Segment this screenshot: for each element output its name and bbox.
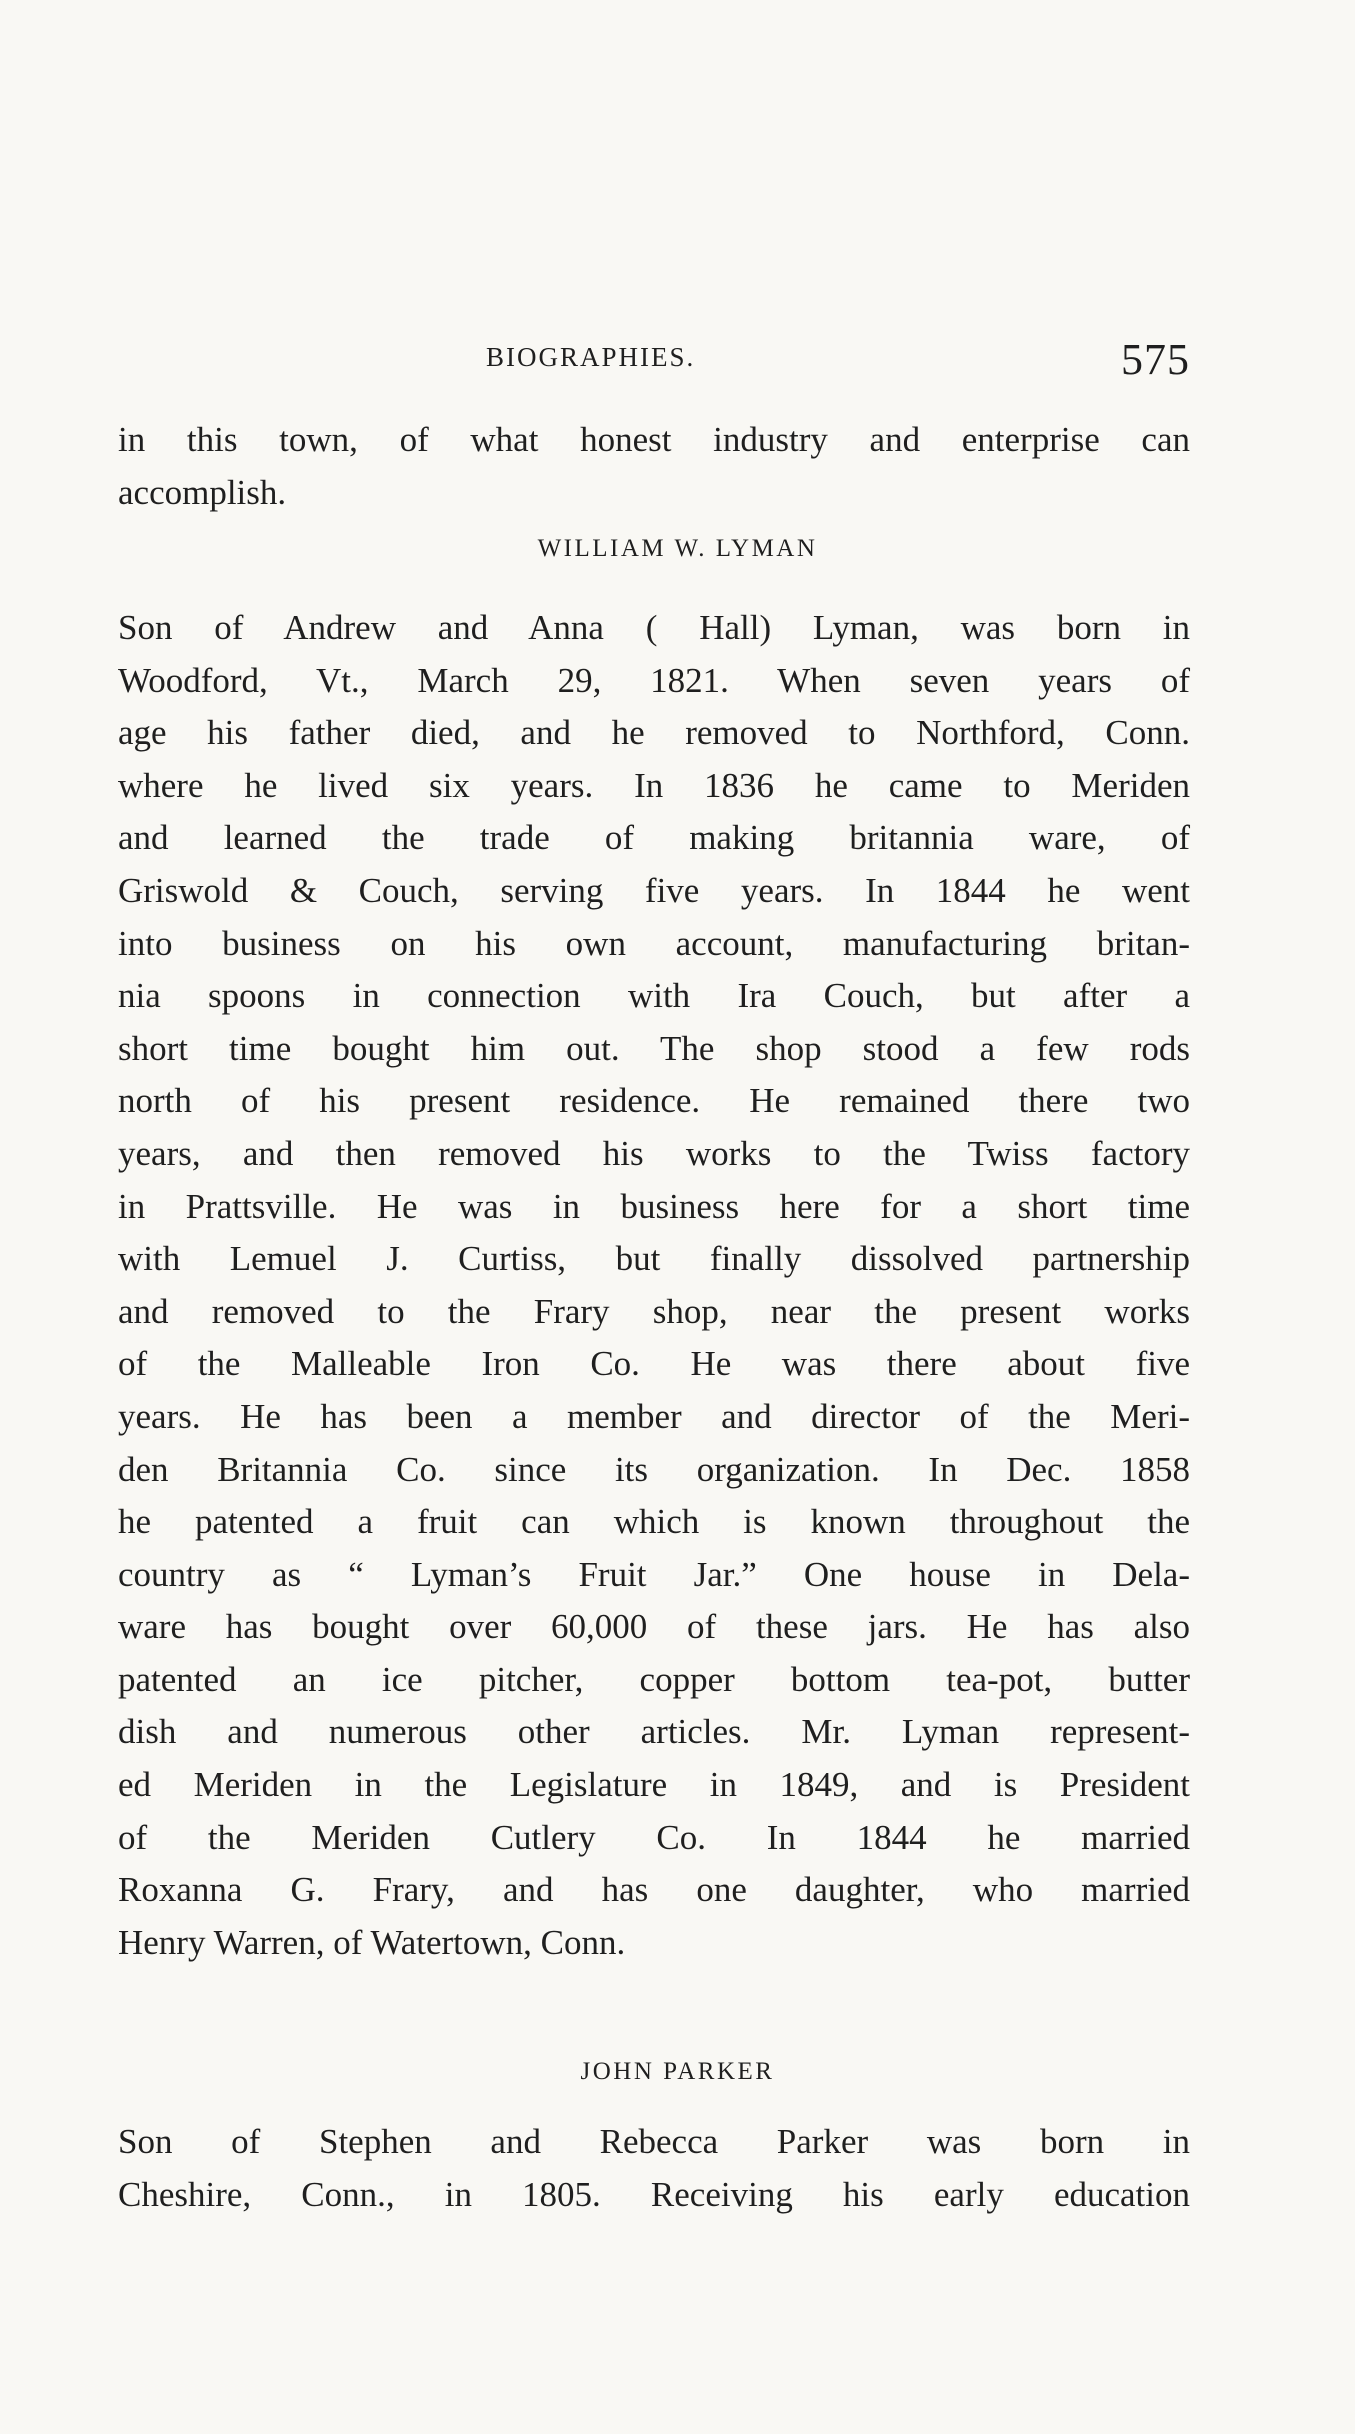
text-line: dish and numerous other articles. Mr. Lyman represent- bbox=[118, 1712, 1190, 1752]
text-line: north of his present residence. He remained there two bbox=[118, 1081, 1190, 1121]
text-line: den Britannia Co. since its organization. In Dec. 1858 bbox=[118, 1449, 1190, 1489]
text-line: ed Meriden in the Legislature in 1849, and is President bbox=[118, 1765, 1190, 1805]
running-title: BIOGRAPHIES. bbox=[486, 342, 696, 372]
text-line: Roxanna G. Frary, and has one daughter, who married bbox=[118, 1870, 1190, 1910]
text-line: short time bought him out. The shop stood a few rods bbox=[118, 1028, 1190, 1068]
text-line: Son of Andrew and Anna ( Hall) Lyman, was born in bbox=[118, 608, 1190, 647]
text-line: years, and then removed his works to the Twiss factory bbox=[118, 1133, 1190, 1173]
text-line: and removed to the Frary shop, near the present works bbox=[118, 1291, 1190, 1331]
text-line: country as “ Lyman’s Fruit Jar.” One house in Dela- bbox=[118, 1554, 1190, 1594]
text-line: ware has bought over 60,000 of these jars. He has also bbox=[118, 1607, 1190, 1647]
text-line: he patented a fruit can which is known throughout the bbox=[118, 1502, 1190, 1542]
text-line: accomplish. bbox=[118, 472, 287, 512]
text-line: years. He has been a member and director of the Meri- bbox=[118, 1396, 1190, 1436]
running-head bbox=[118, 334, 1190, 384]
text-line: with Lemuel J. Curtiss, but finally dissolved partnership bbox=[118, 1239, 1190, 1279]
text-line: patented an ice pitcher, copper bottom tea-pot, butter bbox=[118, 1659, 1190, 1699]
text-line: Henry Warren, of Watertown, Conn. bbox=[118, 1922, 626, 1962]
intro-paragraph bbox=[118, 414, 1190, 519]
text-line: Woodford, Vt., March 29, 1821. When seven years of bbox=[118, 660, 1190, 700]
text-line: of the Meriden Cutlery Co. In 1844 he married bbox=[118, 1817, 1190, 1857]
text-line: where he lived six years. In 1836 he came to Meriden bbox=[118, 765, 1190, 805]
text-line: in Prattsville. He was in business here for a short time bbox=[118, 1186, 1190, 1226]
text-line: Cheshire, Conn., in 1805. Receiving his early education bbox=[118, 2174, 1190, 2214]
section-heading-lyman: WILLIAM W. LYMAN bbox=[537, 535, 818, 562]
text-line: Griswold & Couch, serving five years. In 1844 he went bbox=[118, 870, 1190, 910]
text-line: Son of Stephen and Rebecca Parker was born in bbox=[118, 2122, 1190, 2161]
page-number: 575 bbox=[1121, 335, 1190, 384]
lyman-paragraph bbox=[118, 602, 1190, 1969]
section-heading-parker: JOHN PARKER bbox=[580, 2058, 775, 2085]
text-line: age his father died, and he removed to Northford, Conn. bbox=[118, 713, 1190, 753]
text-line: into business on his own account, manufacturing britan- bbox=[118, 923, 1190, 963]
parker-paragraph bbox=[118, 2116, 1190, 2221]
text-line: and learned the trade of making britannia ware, of bbox=[118, 818, 1190, 858]
text-line: of the Malleable Iron Co. He was there about five bbox=[118, 1344, 1190, 1384]
text-line: in this town, of what honest industry and enterprise can bbox=[118, 420, 1190, 459]
text-line: nia spoons in connection with Ira Couch, but after a bbox=[118, 976, 1190, 1016]
